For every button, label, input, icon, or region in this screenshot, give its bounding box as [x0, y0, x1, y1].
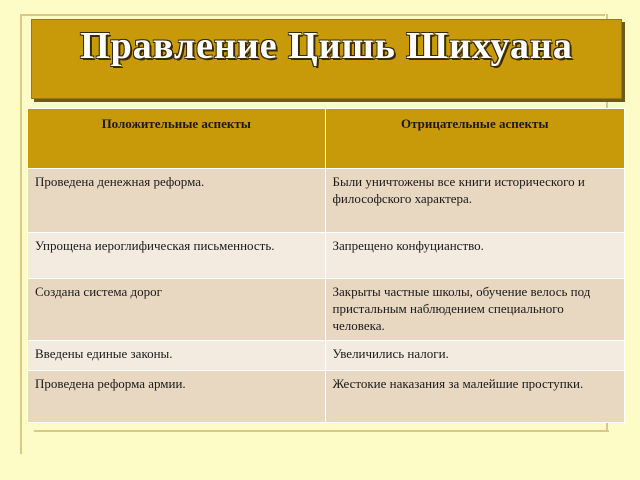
positive-cell: Введены единые законы.: [28, 341, 326, 371]
aspects-table: [27, 108, 625, 423]
negative-cell: Были уничтожены все книги исторического и философского характера.: [325, 169, 625, 233]
table-row: [28, 233, 625, 279]
frame-line-bottom: [34, 430, 609, 432]
negative-cell: Запрещено конфуцианство.: [325, 233, 625, 279]
negative-cell: Жестокие наказания за малейшие проступки.: [325, 371, 625, 423]
negative-cell: Закрыты частные школы, обучение велось под пристальным наблюдением специального человека.: [325, 279, 625, 341]
header-positive: Положительные аспекты: [28, 109, 326, 169]
positive-cell: Создана система дорог: [28, 279, 326, 341]
table-row: [28, 279, 625, 341]
positive-cell: Проведена денежная реформа.: [28, 169, 326, 233]
frame-line-top: [20, 14, 605, 16]
negative-cell: Увеличились налоги.: [325, 341, 625, 371]
table-row: [28, 341, 625, 371]
slide-title: Правление Цишь Шихуана: [80, 25, 573, 67]
table-row: [28, 169, 625, 233]
positive-cell: Упрощена иероглифическая письменность.: [28, 233, 326, 279]
table-header-row: [28, 109, 625, 169]
slide-title-box: [31, 19, 622, 99]
positive-cell: Проведена реформа армии.: [28, 371, 326, 423]
frame-line-left: [20, 14, 22, 454]
table-row: [28, 371, 625, 423]
header-negative: Отрицательные аспекты: [325, 109, 625, 169]
